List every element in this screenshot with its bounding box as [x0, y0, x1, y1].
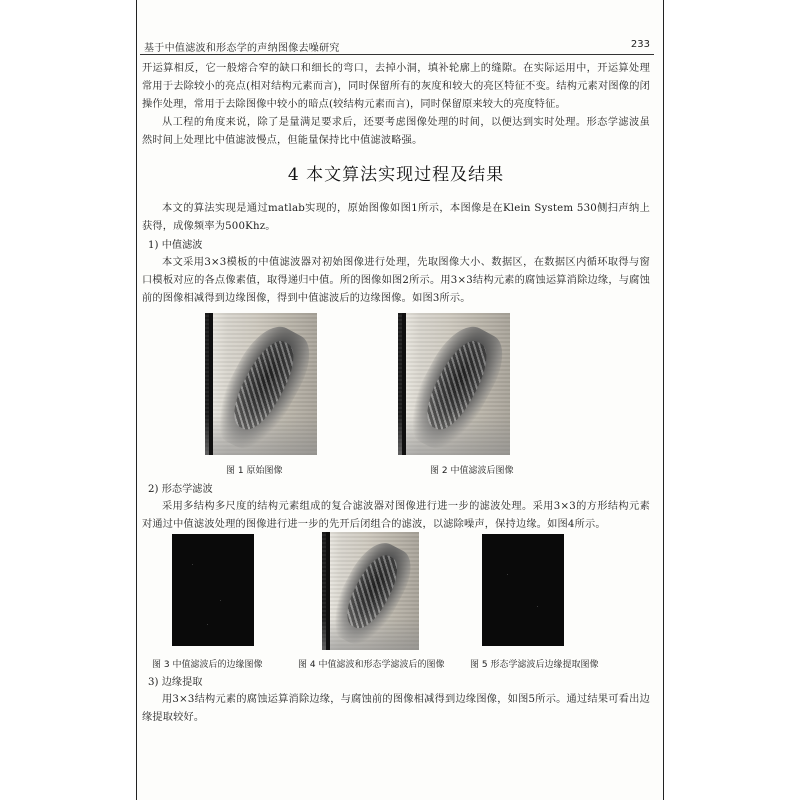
figure-1-original-image — [205, 313, 317, 455]
running-head — [140, 38, 654, 55]
paragraph-opening-closing: 开运算相反，它一般熔合窄的缺口和细长的弯口，去掉小洞，填补轮廓上的缝隙。在实际运用中，开运算处理常用于去除较小的亮点(相对结构元素而言)，同时保留所有的灰度和较大的亮区特征不变。结构元素对图像的闭操作处理，常用于去除图像中较小的暗点(较结构元素而言)，同时保留原来较大的亮度特征。 — [142, 63, 650, 110]
paragraph-morphological-filter: 采用多结构多尺度的结构元素组成的复合滤波器对图像进行进一步的滤波处理。采用3×3的方形结构元素对通过中值滤波处理的图像进行进一步的先开后闭组合的滤波，以滤除噪声，保持边缘。如图4所示。 — [142, 501, 650, 530]
figure-4-caption: 图 4 中值滤波和形态学滤波后的图像 — [298, 660, 445, 670]
list-item-morphological-filter: 2) 形态学滤波 — [148, 484, 213, 495]
list-item-edge-extraction: 3) 边缘提取 — [148, 677, 203, 688]
list-item-median-filter: 1) 中值滤波 — [148, 240, 203, 251]
figure-5-caption: 图 5 形态学滤波后边缘提取图像 — [470, 660, 599, 670]
paragraph-median-filter: 本文采用3×3模板的中值滤波器对初始图像进行处理，先取图像大小、数据区，在数据区内循环取得与窗口模板对应的各点像素值，取得递归中值。所的图像如图2所示。用3×3结构元素的腐蚀运算消除边缘，与腐蚀前的图像相减得到边缘图像，得到中值滤波后的边缘图像。如图3所示。 — [142, 257, 650, 304]
figure-5-morphological-edge-image — [482, 534, 564, 646]
section-heading: 4 本文算法实现过程及结果 — [287, 165, 505, 185]
figure-3-caption: 图 3 中值滤波后的边缘图像 — [152, 660, 263, 670]
figure-3-median-edge-image — [172, 534, 254, 646]
figure-2-caption: 图 2 中值滤波后图像 — [430, 466, 514, 476]
paragraph-implementation: 本文的算法实现是通过matlab实现的，原始图像如图1所示，本图像是在Klein System 530侧扫声纳上获得，成像频率为500Khz。 — [142, 203, 650, 232]
page-number: 233 — [630, 39, 650, 50]
paragraph-edge-extraction: 用3×3结构元素的腐蚀运算消除边缘，与腐蚀前的图像相减得到边缘图像，如图5所示。通过结果可看出边缘提取较好。 — [142, 694, 650, 723]
running-head-title: 基于中值滤波和形态学的声纳图像去噪研究 — [144, 43, 340, 54]
figure-2-median-filtered-image — [398, 313, 510, 455]
figure-4-morphological-filtered-image — [322, 532, 419, 650]
paragraph-engineering: 从工程的角度来说，除了是量满足要求后，还要考虑图像处理的时间，以便达到实时处理。形态学滤波虽然时间上处理比中值滤波慢点，但能量保持比中值滤波略强。 — [142, 117, 650, 146]
figure-1-caption: 图 1 原始图像 — [226, 466, 283, 476]
